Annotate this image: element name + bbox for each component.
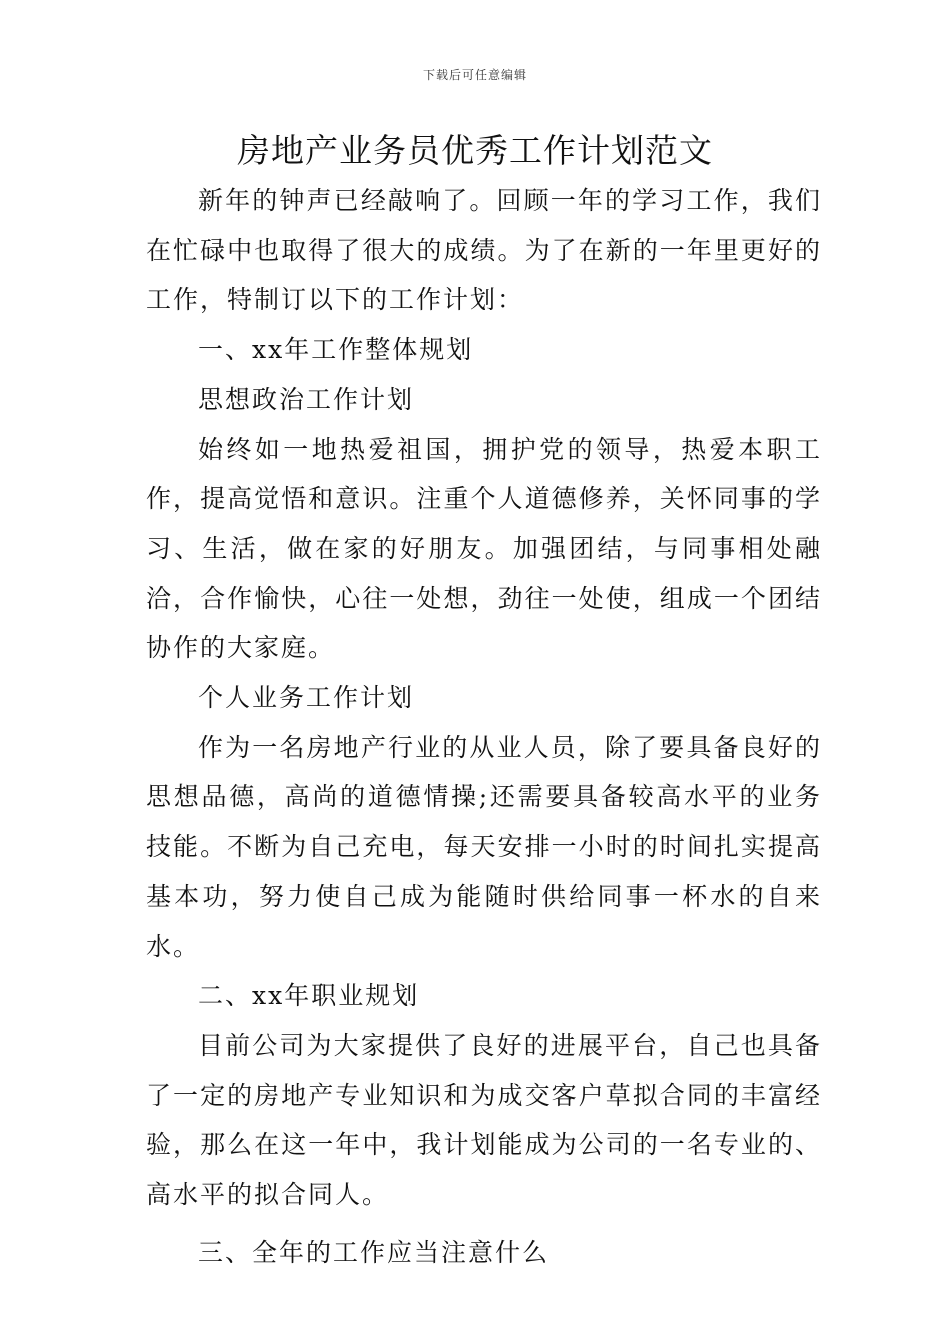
subheading-political: 思想政治工作计划 [198, 384, 415, 414]
paragraph-political: 始终如一地热爱祖国，拥护党的领导，热爱本职工作，提高觉悟和意识。注重个人道德修养，关怀同事的学习、生活，做在家的好朋友。加强团结，与同事相处融洽，合作愉快，心往一处想，劲往一处使，组成一个团结协作的大家庭。 [146, 434, 822, 663]
paragraph-career: 目前公司为大家提供了良好的进展平台，自己也具备了一定的房地产专业知识和为成交客户草拟合同的丰富经验，那么在这一年中，我计划能成为公司的一名专业的、高水平的拟合同人。 [146, 1030, 822, 1210]
section-heading-3: 三、全年的工作应当注意什么 [198, 1237, 550, 1267]
section-heading-1: 一、xx年工作整体规划 [198, 335, 474, 365]
paragraph-intro: 新年的钟声已经敲响了。回顾一年的学习工作，我们在忙碌中也取得了很大的成绩。为了在新的一年里更好的工作，特制订以下的工作计划： [146, 186, 822, 315]
paragraph-business: 作为一名房地产行业的从业人员，除了要具备良好的思想品德，高尚的道德情操;还需要具备较高水平的业务技能。不断为自己充电，每天安排一小时的时间扎实提高基本功，努力使自己成为能随时供给同事一杯水的自来水。 [146, 732, 822, 961]
header-note: 下载后可任意编辑 [422, 68, 527, 82]
document-title: 房地产业务员优秀工作计划范文 [237, 131, 713, 170]
document-body [146, 176, 822, 1277]
subheading-business: 个人业务工作计划 [198, 683, 415, 713]
section-heading-2: 二、xx年职业规划 [198, 981, 420, 1011]
